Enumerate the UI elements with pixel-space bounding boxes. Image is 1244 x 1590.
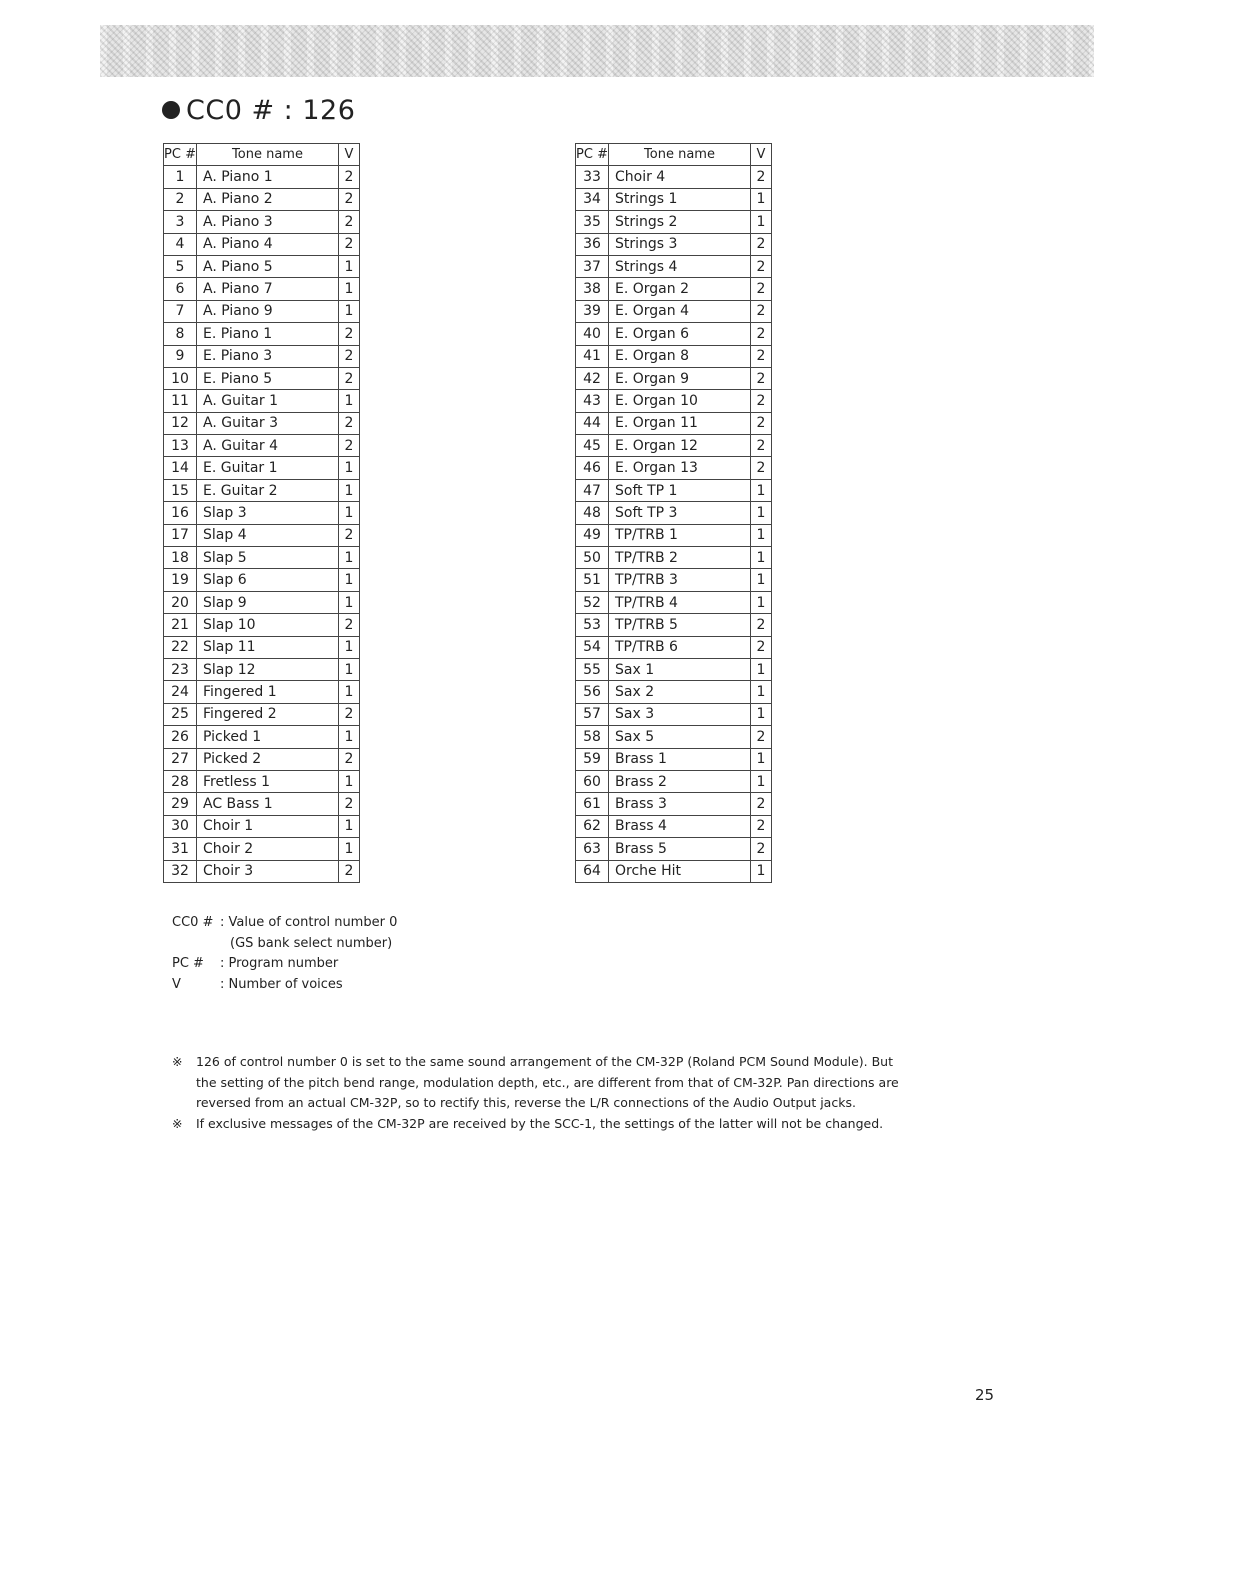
- pc-number: 54: [576, 636, 609, 658]
- table-row: [164, 367, 360, 389]
- tone-name: Slap 10: [197, 614, 339, 636]
- tone-name: Slap 3: [197, 502, 339, 524]
- table-row: [576, 233, 772, 255]
- tone-name: Strings 4: [609, 255, 751, 277]
- tone-name: E. Guitar 1: [197, 457, 339, 479]
- table-row: [164, 636, 360, 658]
- tone-name: Slap 5: [197, 547, 339, 569]
- table-row: [164, 412, 360, 434]
- tone-name: Soft TP 1: [609, 479, 751, 501]
- tone-name: Picked 1: [197, 726, 339, 748]
- tone-name: Brass 3: [609, 793, 751, 815]
- voice-count: 2: [751, 726, 772, 748]
- table-row: [576, 479, 772, 501]
- section-title: CC0 # : 126: [186, 94, 356, 126]
- voice-count: 2: [751, 300, 772, 322]
- tone-name: Slap 4: [197, 524, 339, 546]
- voice-count: 2: [751, 323, 772, 345]
- tone-name: AC Bass 1: [197, 793, 339, 815]
- pc-number: 3: [164, 211, 197, 233]
- pc-number: 33: [576, 166, 609, 188]
- pc-number: 63: [576, 838, 609, 860]
- tone-name: E. Guitar 2: [197, 479, 339, 501]
- pc-number: 36: [576, 233, 609, 255]
- tone-name: A. Piano 2: [197, 188, 339, 210]
- legend-value-v: : Number of voices: [220, 976, 343, 992]
- table-row: [576, 793, 772, 815]
- tone-name: E. Organ 12: [609, 435, 751, 457]
- pc-number: 51: [576, 569, 609, 591]
- pc-number: 27: [164, 748, 197, 770]
- voice-count: 1: [751, 681, 772, 703]
- table-row: [164, 547, 360, 569]
- voice-count: 1: [751, 547, 772, 569]
- pc-number: 29: [164, 793, 197, 815]
- tone-name: Brass 1: [609, 748, 751, 770]
- voice-count: 1: [339, 815, 360, 837]
- voice-count: 1: [339, 726, 360, 748]
- tone-name: E. Organ 10: [609, 390, 751, 412]
- tone-name: Brass 4: [609, 815, 751, 837]
- tone-name: E. Piano 5: [197, 367, 339, 389]
- pc-number: 64: [576, 860, 609, 882]
- tone-name: Slap 9: [197, 591, 339, 613]
- voice-count: 1: [339, 569, 360, 591]
- voice-count: 2: [339, 703, 360, 725]
- tone-name: TP/TRB 6: [609, 636, 751, 658]
- table-row: [164, 658, 360, 680]
- tone-name: Slap 11: [197, 636, 339, 658]
- pc-number: 56: [576, 681, 609, 703]
- tone-name: Strings 1: [609, 188, 751, 210]
- pc-number: 44: [576, 412, 609, 434]
- pc-number: 58: [576, 726, 609, 748]
- voice-count: 1: [339, 770, 360, 792]
- tone-name: TP/TRB 5: [609, 614, 751, 636]
- table-row: [164, 726, 360, 748]
- tone-name: E. Organ 2: [609, 278, 751, 300]
- legend-value-cc0-detail: (GS bank select number): [230, 935, 393, 951]
- pc-number: 48: [576, 502, 609, 524]
- pc-number: 37: [576, 255, 609, 277]
- table-row: [164, 345, 360, 367]
- voice-count: 2: [339, 412, 360, 434]
- tone-name: E. Piano 3: [197, 345, 339, 367]
- table-row: [164, 457, 360, 479]
- legend-value-cc0: : Value of control number 0: [220, 915, 398, 930]
- note-mark: ※: [172, 1115, 183, 1131]
- voice-count: 2: [339, 323, 360, 345]
- voice-count: 2: [339, 367, 360, 389]
- pc-number: 11: [164, 390, 197, 412]
- voice-count: 2: [751, 255, 772, 277]
- table-row: [576, 658, 772, 680]
- table-header-row: [576, 144, 772, 166]
- pc-number: 32: [164, 860, 197, 882]
- voice-count: 2: [339, 211, 360, 233]
- voice-count: 1: [751, 703, 772, 725]
- voice-count: 1: [339, 278, 360, 300]
- tone-name: Choir 1: [197, 815, 339, 837]
- table-row: [164, 524, 360, 546]
- pc-number: 8: [164, 323, 197, 345]
- bullet-icon: [162, 101, 180, 119]
- pc-number: 12: [164, 412, 197, 434]
- notes: [172, 1052, 902, 1134]
- table-row: [164, 390, 360, 412]
- pc-number: 6: [164, 278, 197, 300]
- tone-name: Choir 2: [197, 838, 339, 860]
- table-row: [164, 591, 360, 613]
- table-row: [576, 502, 772, 524]
- pc-number: 39: [576, 300, 609, 322]
- table-row: [164, 233, 360, 255]
- pc-number: 1: [164, 166, 197, 188]
- voice-count: 1: [339, 681, 360, 703]
- tone-name: A. Piano 5: [197, 255, 339, 277]
- pc-number: 42: [576, 367, 609, 389]
- table-row: [576, 636, 772, 658]
- voice-count: 1: [339, 838, 360, 860]
- voice-count: 2: [751, 390, 772, 412]
- pc-number: 16: [164, 502, 197, 524]
- voice-count: 2: [339, 860, 360, 882]
- voice-count: 1: [339, 591, 360, 613]
- table-row: [576, 524, 772, 546]
- tone-name: Fingered 2: [197, 703, 339, 725]
- pc-number: 22: [164, 636, 197, 658]
- tone-name: E. Piano 1: [197, 323, 339, 345]
- voice-count: 1: [751, 770, 772, 792]
- voice-count: 2: [751, 412, 772, 434]
- voice-count: 2: [751, 793, 772, 815]
- voice-count: 1: [751, 188, 772, 210]
- pc-number: 61: [576, 793, 609, 815]
- column-header-tone-name: Tone name: [197, 144, 339, 166]
- pc-number: 43: [576, 390, 609, 412]
- voice-count: 1: [751, 524, 772, 546]
- table-row: [164, 815, 360, 837]
- table-row: [164, 748, 360, 770]
- column-header-pc: PC #: [576, 144, 609, 166]
- note-2: [172, 1114, 902, 1135]
- tone-name: E. Organ 4: [609, 300, 751, 322]
- voice-count: 2: [751, 838, 772, 860]
- tone-name: Picked 2: [197, 748, 339, 770]
- table-row: [164, 300, 360, 322]
- table-row: [576, 412, 772, 434]
- voice-count: 1: [751, 748, 772, 770]
- voice-count: 1: [339, 457, 360, 479]
- voice-count: 2: [751, 636, 772, 658]
- pc-number: 38: [576, 278, 609, 300]
- table-row: [164, 860, 360, 882]
- voice-count: 2: [339, 233, 360, 255]
- tone-name: Slap 6: [197, 569, 339, 591]
- pc-number: 40: [576, 323, 609, 345]
- table-row: [164, 681, 360, 703]
- legend-value-pc: : Program number: [220, 956, 339, 971]
- table-row: [576, 188, 772, 210]
- table-row: [576, 255, 772, 277]
- table-row: [576, 770, 772, 792]
- tone-name: E. Organ 8: [609, 345, 751, 367]
- voice-count: 2: [339, 524, 360, 546]
- table-row: [576, 345, 772, 367]
- table-row: [576, 681, 772, 703]
- tone-name: Sax 1: [609, 658, 751, 680]
- tone-name: A. Piano 4: [197, 233, 339, 255]
- pc-number: 30: [164, 815, 197, 837]
- tone-name: A. Guitar 3: [197, 412, 339, 434]
- voice-count: 2: [339, 345, 360, 367]
- pc-number: 35: [576, 211, 609, 233]
- pc-number: 2: [164, 188, 197, 210]
- tone-name: Brass 5: [609, 838, 751, 860]
- table-row: [576, 547, 772, 569]
- voice-count: 2: [751, 278, 772, 300]
- voice-count: 1: [339, 300, 360, 322]
- pc-number: 10: [164, 367, 197, 389]
- tone-name: E. Organ 11: [609, 412, 751, 434]
- table-header-row: [164, 144, 360, 166]
- voice-count: 1: [339, 658, 360, 680]
- voice-count: 2: [751, 457, 772, 479]
- table-row: [164, 435, 360, 457]
- pc-number: 18: [164, 547, 197, 569]
- voice-count: 1: [339, 479, 360, 501]
- table-row: [576, 614, 772, 636]
- voice-count: 2: [339, 614, 360, 636]
- pc-number: 21: [164, 614, 197, 636]
- tone-name: E. Organ 13: [609, 457, 751, 479]
- table-row: [164, 323, 360, 345]
- voice-count: 2: [339, 793, 360, 815]
- voice-count: 1: [751, 860, 772, 882]
- tone-name: E. Organ 9: [609, 367, 751, 389]
- tone-name: Brass 2: [609, 770, 751, 792]
- tone-name: Soft TP 3: [609, 502, 751, 524]
- table-row: [164, 614, 360, 636]
- tone-name: TP/TRB 1: [609, 524, 751, 546]
- table-row: [164, 793, 360, 815]
- voice-count: 1: [339, 636, 360, 658]
- pc-number: 50: [576, 547, 609, 569]
- table-row: [576, 300, 772, 322]
- pc-number: 15: [164, 479, 197, 501]
- pc-number: 23: [164, 658, 197, 680]
- legend-key-cc0: CC0 #: [172, 915, 214, 930]
- voice-count: 1: [751, 569, 772, 591]
- pc-number: 4: [164, 233, 197, 255]
- table-row: [576, 457, 772, 479]
- tone-name: Fretless 1: [197, 770, 339, 792]
- table-row: [164, 255, 360, 277]
- table-row: [576, 838, 772, 860]
- tone-name: Fingered 1: [197, 681, 339, 703]
- tone-name: TP/TRB 3: [609, 569, 751, 591]
- table-row: [576, 367, 772, 389]
- tone-name: A. Piano 1: [197, 166, 339, 188]
- page-number: 25: [975, 1386, 995, 1404]
- table-row: [576, 278, 772, 300]
- pc-number: 62: [576, 815, 609, 837]
- tone-name: Sax 5: [609, 726, 751, 748]
- voice-count: 1: [751, 658, 772, 680]
- table-row: [164, 569, 360, 591]
- table-row: [164, 211, 360, 233]
- tone-name: Orche Hit: [609, 860, 751, 882]
- column-header-tone-name: Tone name: [609, 144, 751, 166]
- pc-number: 46: [576, 457, 609, 479]
- tone-table-left: [163, 143, 360, 883]
- pc-number: 9: [164, 345, 197, 367]
- pc-number: 13: [164, 435, 197, 457]
- tone-name: Sax 3: [609, 703, 751, 725]
- table-row: [576, 569, 772, 591]
- voice-count: 2: [751, 233, 772, 255]
- pc-number: 24: [164, 681, 197, 703]
- pc-number: 52: [576, 591, 609, 613]
- tone-name: A. Piano 3: [197, 211, 339, 233]
- pc-number: 57: [576, 703, 609, 725]
- table-row: [164, 703, 360, 725]
- column-header-pc: PC #: [164, 144, 197, 166]
- pc-number: 20: [164, 591, 197, 613]
- table-row: [576, 748, 772, 770]
- tone-name: TP/TRB 4: [609, 591, 751, 613]
- voice-count: 1: [751, 479, 772, 501]
- pc-number: 26: [164, 726, 197, 748]
- note-mark: ※: [172, 1054, 183, 1069]
- tone-name: A. Guitar 1: [197, 390, 339, 412]
- table-row: [576, 166, 772, 188]
- table-row: [164, 188, 360, 210]
- pc-number: 41: [576, 345, 609, 367]
- tone-name: A. Piano 9: [197, 300, 339, 322]
- tone-name: Sax 2: [609, 681, 751, 703]
- pc-number: 34: [576, 188, 609, 210]
- pc-number: 17: [164, 524, 197, 546]
- table-row: [164, 166, 360, 188]
- tone-name: E. Organ 6: [609, 323, 751, 345]
- note-2-text: If exclusive messages of the CM-32P are received by the SCC-1, the settings of the latter will not be changed.: [196, 1115, 884, 1131]
- header-banner: [100, 25, 1094, 77]
- legend-key-pc: PC #: [172, 956, 204, 971]
- pc-number: 47: [576, 479, 609, 501]
- table-row: [576, 435, 772, 457]
- table-row: [164, 278, 360, 300]
- pc-number: 7: [164, 300, 197, 322]
- tone-name: TP/TRB 2: [609, 547, 751, 569]
- pc-number: 14: [164, 457, 197, 479]
- pc-number: 25: [164, 703, 197, 725]
- pc-number: 19: [164, 569, 197, 591]
- table-row: [164, 770, 360, 792]
- voice-count: 2: [751, 345, 772, 367]
- pc-number: 59: [576, 748, 609, 770]
- table-row: [576, 323, 772, 345]
- legend-key-v: V: [172, 976, 181, 992]
- column-header-v: V: [751, 144, 772, 166]
- pc-number: 49: [576, 524, 609, 546]
- voice-count: 2: [751, 367, 772, 389]
- table-row: [164, 838, 360, 860]
- table-row: [576, 703, 772, 725]
- voice-count: 1: [751, 502, 772, 524]
- voice-count: 2: [751, 435, 772, 457]
- voice-count: 1: [751, 591, 772, 613]
- voice-count: 1: [339, 390, 360, 412]
- tone-name: Choir 4: [609, 166, 751, 188]
- pc-number: 53: [576, 614, 609, 636]
- voice-count: 2: [751, 166, 772, 188]
- tone-table-right: [575, 143, 772, 883]
- tone-name: Strings 3: [609, 233, 751, 255]
- table-row: [576, 860, 772, 882]
- voice-count: 1: [751, 211, 772, 233]
- pc-number: 60: [576, 770, 609, 792]
- section-heading: [162, 90, 355, 130]
- table-row: [576, 726, 772, 748]
- voice-count: 1: [339, 547, 360, 569]
- legend: [172, 913, 397, 995]
- note-1-text: 126 of control number 0 is set to the same sound arrangement of the CM-32P (Roland PCM Sound Module). But the setting of the pitch bend range, modulation depth, etc., are different from that of CM-32P. Pan directions are reversed from an actual CM-32P, so to rectify this, reverse the L/R connections of the Audio Output jacks.: [196, 1054, 899, 1110]
- table-row: [164, 502, 360, 524]
- pc-number: 45: [576, 435, 609, 457]
- tone-name: Choir 3: [197, 860, 339, 882]
- tone-name: A. Guitar 4: [197, 435, 339, 457]
- table-row: [576, 211, 772, 233]
- table-row: [576, 591, 772, 613]
- pc-number: 28: [164, 770, 197, 792]
- pc-number: 5: [164, 255, 197, 277]
- voice-count: 2: [751, 815, 772, 837]
- voice-count: 2: [339, 748, 360, 770]
- voice-count: 2: [751, 614, 772, 636]
- voice-count: 2: [339, 166, 360, 188]
- voice-count: 2: [339, 188, 360, 210]
- table-row: [576, 390, 772, 412]
- voice-count: 1: [339, 502, 360, 524]
- pc-number: 55: [576, 658, 609, 680]
- tone-name: Strings 2: [609, 211, 751, 233]
- column-header-v: V: [339, 144, 360, 166]
- voice-count: 1: [339, 255, 360, 277]
- voice-count: 2: [339, 435, 360, 457]
- tone-name: A. Piano 7: [197, 278, 339, 300]
- pc-number: 31: [164, 838, 197, 860]
- note-1: [172, 1052, 902, 1114]
- tone-name: Slap 12: [197, 658, 339, 680]
- table-row: [164, 479, 360, 501]
- table-row: [576, 815, 772, 837]
